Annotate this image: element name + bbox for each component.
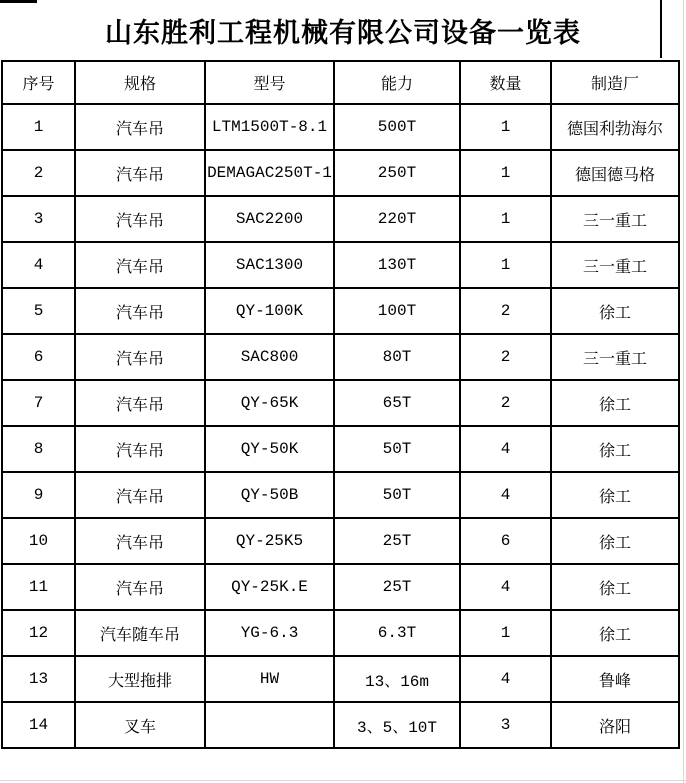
table-row [2, 242, 679, 288]
cell-capacity: 130T [334, 242, 460, 288]
cell-quantity: 6 [460, 518, 551, 564]
cell-model: QY-25K.E [205, 564, 334, 610]
cell-manufacturer: 徐工 [551, 288, 679, 334]
cell-quantity: 1 [460, 104, 551, 150]
cell-spec: 汽车吊 [75, 518, 205, 564]
cell-quantity: 2 [460, 334, 551, 380]
cell-quantity: 1 [460, 610, 551, 656]
cell-capacity: 500T [334, 104, 460, 150]
cell-spec: 大型拖排 [75, 656, 205, 702]
cell-spec: 汽车吊 [75, 196, 205, 242]
cell-model: QY-50B [205, 472, 334, 518]
cell-index: 11 [2, 564, 75, 610]
table-row [2, 288, 679, 334]
page-right-edge-line [683, 0, 684, 783]
table-row [2, 334, 679, 380]
cell-manufacturer: 徐工 [551, 380, 679, 426]
cell-manufacturer: 三一重工 [551, 242, 679, 288]
cell-manufacturer: 徐工 [551, 472, 679, 518]
column-header-model: 型号 [205, 61, 334, 104]
cell-quantity: 4 [460, 656, 551, 702]
column-header-index: 序号 [2, 61, 75, 104]
cell-spec: 汽车吊 [75, 334, 205, 380]
cell-spec: 汽车吊 [75, 150, 205, 196]
cell-capacity: 250T [334, 150, 460, 196]
cell-index: 6 [2, 334, 75, 380]
table-row [2, 702, 679, 748]
cell-model: QY-100K [205, 288, 334, 334]
cell-index: 1 [2, 104, 75, 150]
cell-manufacturer: 三一重工 [551, 334, 679, 380]
table-row [2, 380, 679, 426]
cell-model: QY-65K [205, 380, 334, 426]
cell-index: 10 [2, 518, 75, 564]
cell-quantity: 2 [460, 288, 551, 334]
table-row [2, 564, 679, 610]
table-row [2, 518, 679, 564]
cell-capacity: 100T [334, 288, 460, 334]
cell-spec: 汽车吊 [75, 242, 205, 288]
table-row [2, 426, 679, 472]
table-header-row [2, 61, 679, 104]
cell-index: 2 [2, 150, 75, 196]
table-row [2, 150, 679, 196]
page-title: 山东胜利工程机械有限公司设备一览表 [105, 18, 581, 49]
cell-capacity: 50T [334, 426, 460, 472]
cell-quantity: 4 [460, 426, 551, 472]
page-bottom-edge-line [0, 780, 686, 781]
cell-index: 13 [2, 656, 75, 702]
cell-model: DEMAGAC250T-1 [205, 150, 334, 196]
cell-manufacturer: 三一重工 [551, 196, 679, 242]
cell-manufacturer: 鲁峰 [551, 656, 679, 702]
cell-manufacturer: 徐工 [551, 610, 679, 656]
cell-capacity: 3、5、10T [334, 702, 460, 748]
table-row [2, 196, 679, 242]
cell-capacity: 25T [334, 564, 460, 610]
cell-index: 8 [2, 426, 75, 472]
cell-manufacturer: 德国德马格 [551, 150, 679, 196]
table-row [2, 656, 679, 702]
cell-model: QY-50K [205, 426, 334, 472]
cell-spec: 汽车吊 [75, 288, 205, 334]
cell-model: SAC800 [205, 334, 334, 380]
cell-quantity: 3 [460, 702, 551, 748]
cell-index: 9 [2, 472, 75, 518]
cell-capacity: 80T [334, 334, 460, 380]
cell-index: 4 [2, 242, 75, 288]
cell-manufacturer: 德国利勃海尔 [551, 104, 679, 150]
cell-quantity: 2 [460, 380, 551, 426]
cell-quantity: 4 [460, 472, 551, 518]
cell-capacity: 13、16m [334, 656, 460, 702]
cell-quantity: 4 [460, 564, 551, 610]
cell-manufacturer: 徐工 [551, 518, 679, 564]
cell-capacity: 25T [334, 518, 460, 564]
cell-spec: 汽车吊 [75, 380, 205, 426]
cell-model: LTM1500T-8.1 [205, 104, 334, 150]
cell-model: YG-6.3 [205, 610, 334, 656]
column-header-quantity: 数量 [460, 61, 551, 104]
table-row [2, 610, 679, 656]
cell-capacity: 6.3T [334, 610, 460, 656]
cell-model: HW [205, 656, 334, 702]
cell-spec: 汽车吊 [75, 104, 205, 150]
cell-model: SAC2200 [205, 196, 334, 242]
cell-capacity: 50T [334, 472, 460, 518]
cell-index: 12 [2, 610, 75, 656]
cell-index: 5 [2, 288, 75, 334]
cell-spec: 汽车吊 [75, 472, 205, 518]
cell-quantity: 1 [460, 150, 551, 196]
cell-manufacturer: 徐工 [551, 426, 679, 472]
column-header-spec: 规格 [75, 61, 205, 104]
table-row [2, 104, 679, 150]
cell-capacity: 220T [334, 196, 460, 242]
cell-manufacturer: 洛阳 [551, 702, 679, 748]
cell-spec: 汽车吊 [75, 426, 205, 472]
cell-model [205, 702, 334, 748]
cell-model: SAC1300 [205, 242, 334, 288]
column-header-manufacturer: 制造厂 [551, 61, 679, 104]
table-row [2, 472, 679, 518]
cell-quantity: 1 [460, 242, 551, 288]
cell-spec: 叉车 [75, 702, 205, 748]
cell-spec: 汽车吊 [75, 564, 205, 610]
column-header-capacity: 能力 [334, 61, 460, 104]
scan-artifact-top-bar [0, 0, 37, 3]
cell-capacity: 65T [334, 380, 460, 426]
cell-index: 3 [2, 196, 75, 242]
cell-model: QY-25K5 [205, 518, 334, 564]
cell-quantity: 1 [460, 196, 551, 242]
cell-index: 7 [2, 380, 75, 426]
equipment-table [1, 60, 680, 749]
cell-spec: 汽车随车吊 [75, 610, 205, 656]
cell-manufacturer: 徐工 [551, 564, 679, 610]
cell-index: 14 [2, 702, 75, 748]
